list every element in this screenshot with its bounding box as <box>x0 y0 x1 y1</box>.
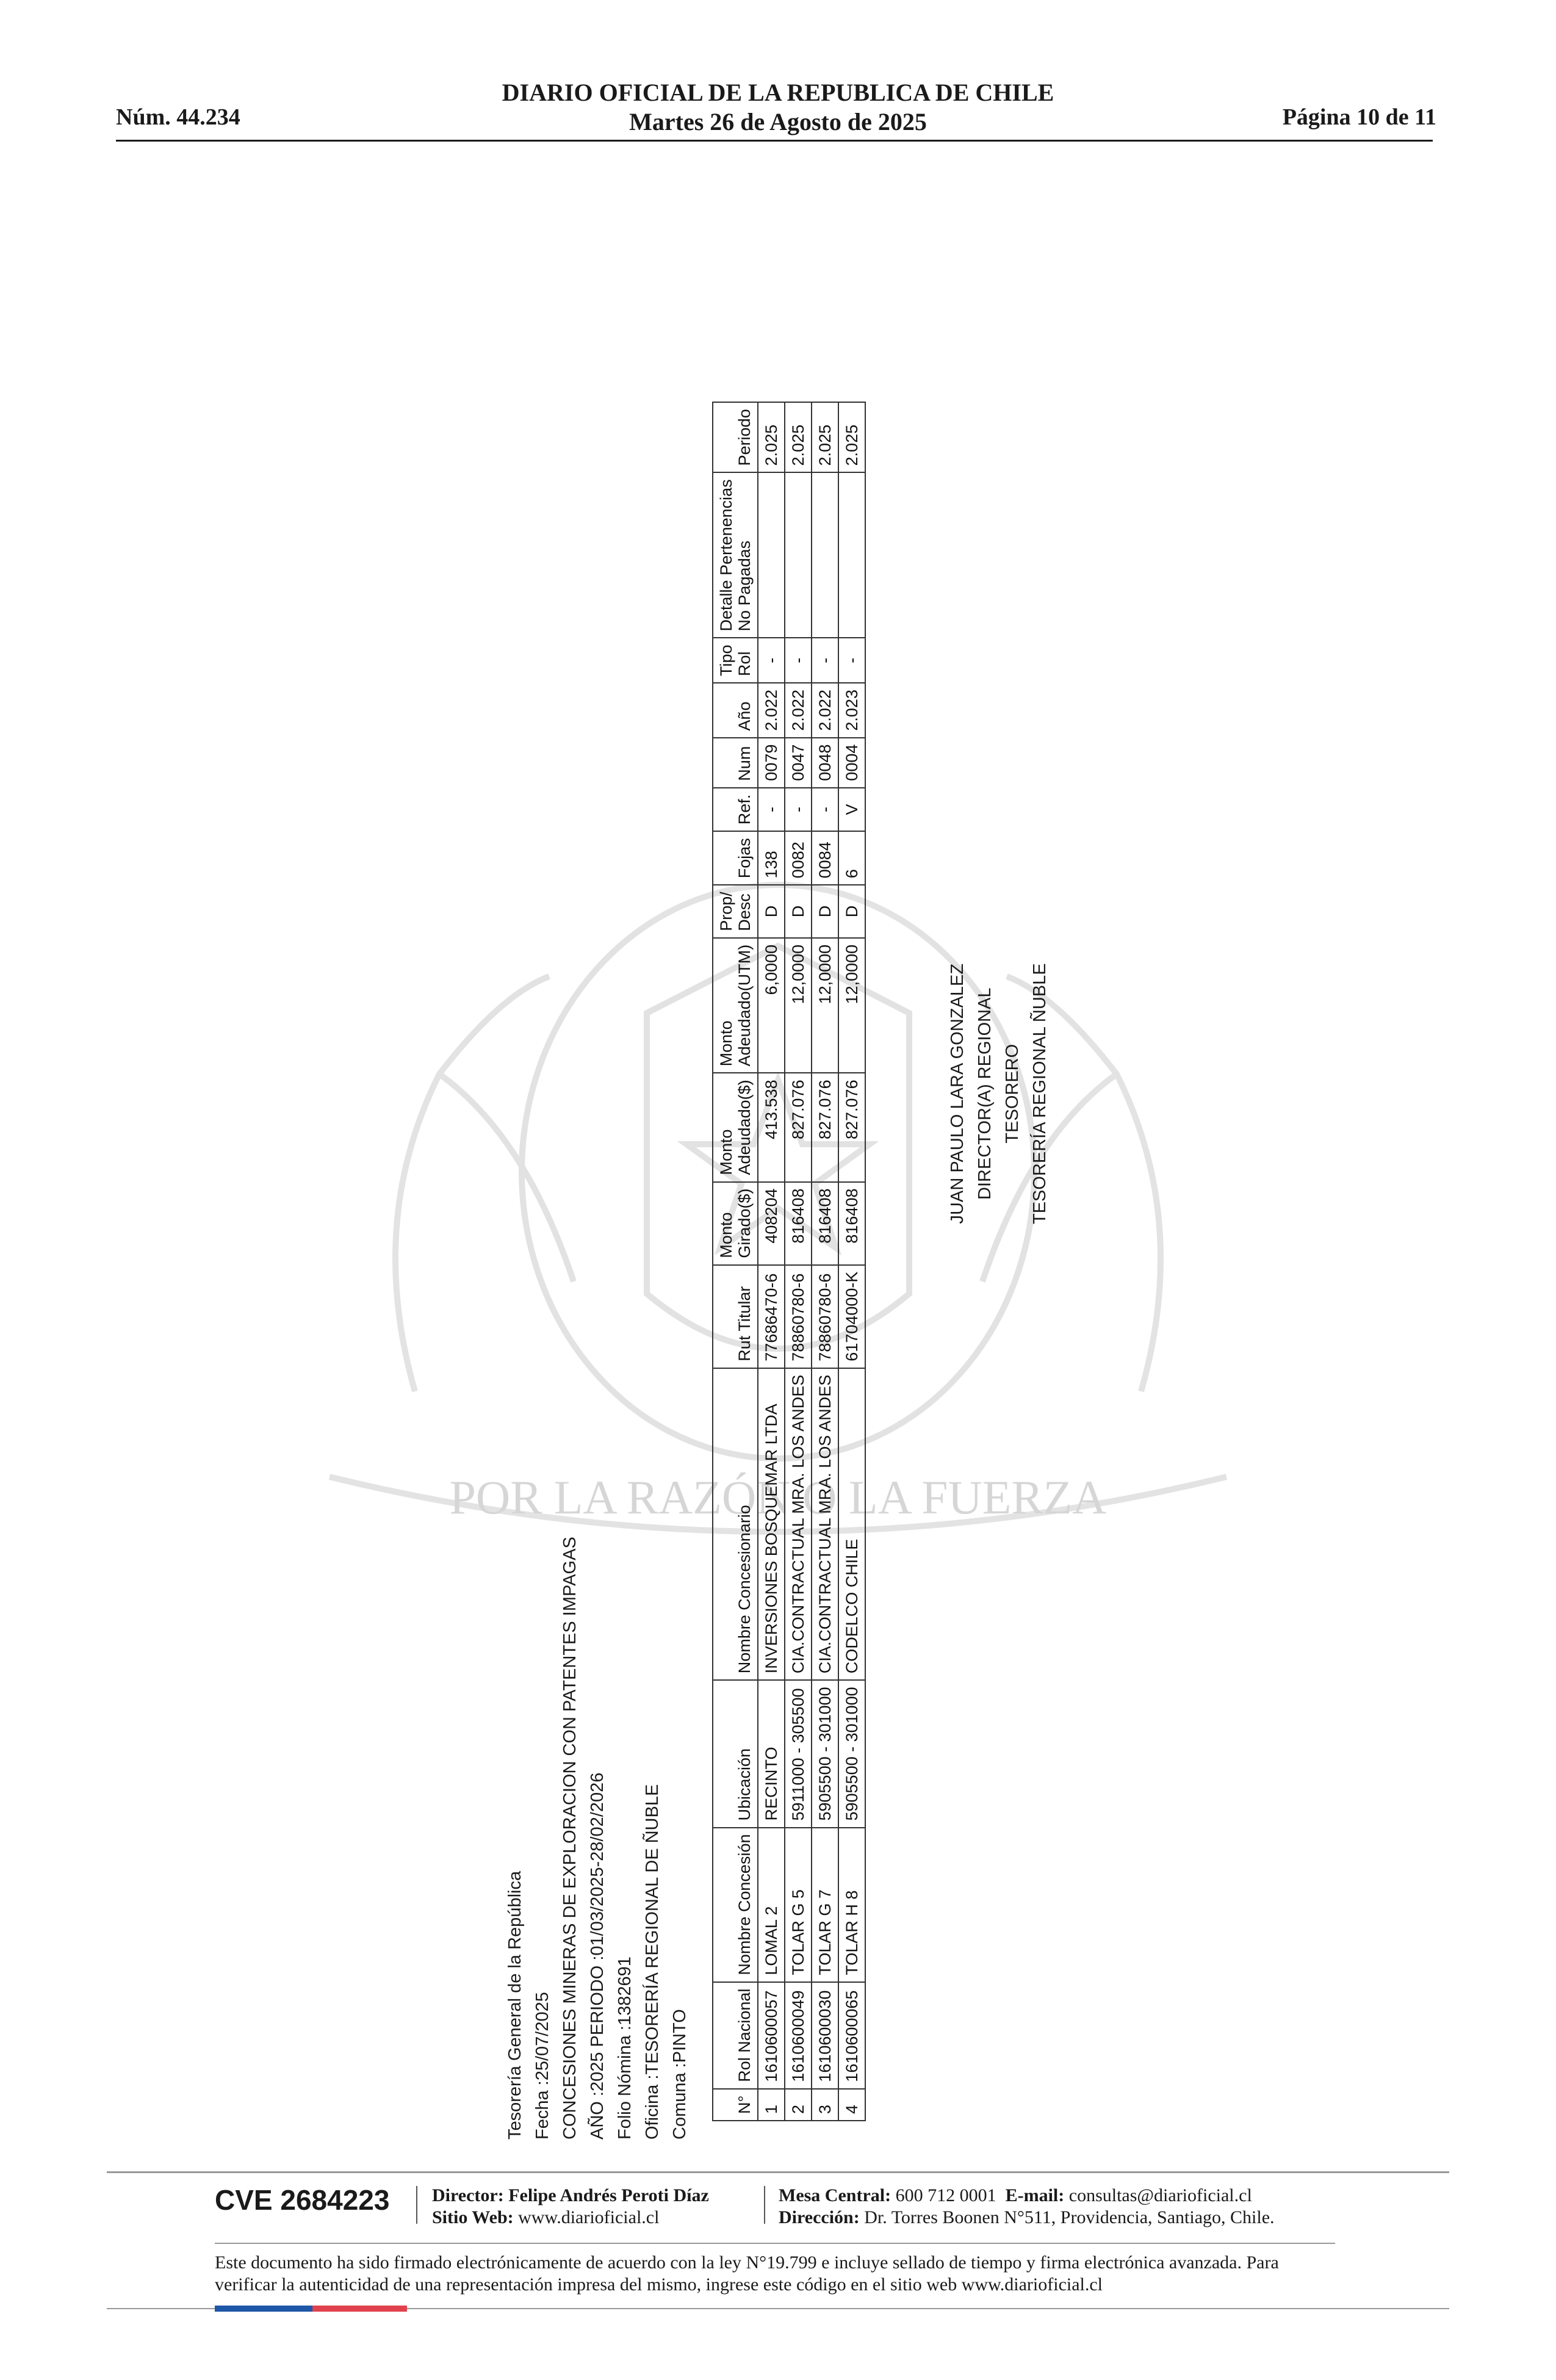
cell-num: 0048 <box>812 738 838 788</box>
col-rol: Rol Nacional <box>713 1982 758 2089</box>
col-girado-l2: Girado($) <box>735 1188 754 1258</box>
cell-girado: 816408 <box>785 1182 812 1265</box>
issue-number: Núm. 44.234 <box>116 104 240 130</box>
cell-rol: 1610600049 <box>785 1982 812 2089</box>
cell-detalle <box>838 472 865 638</box>
col-periodo: Periodo <box>713 402 758 472</box>
cell-girado: 816408 <box>838 1182 865 1265</box>
cell-ref: - <box>758 788 785 832</box>
cell-rol: 1610600030 <box>812 1982 838 2089</box>
cell-detalle <box>812 472 838 638</box>
signatory-title: TESORERO <box>1003 1044 1022 1144</box>
cell-prop: D <box>758 885 785 938</box>
col-nombre-concesion: Nombre Concesión <box>713 1828 758 1982</box>
cell-tipo: - <box>785 638 812 683</box>
cell-anio: 2.022 <box>812 683 838 738</box>
cell-tipo: - <box>758 638 785 683</box>
table-row <box>838 402 865 2121</box>
meta-line-date: Fecha :25/07/2025 <box>533 1992 552 2140</box>
signatory-name: JUAN PAULO LARA GONZALEZ <box>948 963 967 1224</box>
cell-adeudado: 827.076 <box>838 1073 865 1181</box>
site-label: Sitio Web: <box>432 2207 514 2227</box>
col-nombre-concesionario: Nombre Concesionario <box>713 1368 758 1681</box>
cell-prop: D <box>785 885 812 938</box>
meta-line-title: CONCESIONES MINERAS DE EXPLORACION CON PATENTES IMPAGAS <box>560 1537 580 2140</box>
table-header-row <box>713 402 758 2121</box>
cell-anio: 2.022 <box>758 683 785 738</box>
col-adeudado <box>713 1073 758 1181</box>
cell-ref: - <box>812 788 838 832</box>
col-adeudado-utm <box>713 938 758 1073</box>
cell-fojas: 0084 <box>812 831 838 885</box>
footer-rule-top <box>107 2171 1449 2173</box>
cell-adeudado: 827.076 <box>785 1073 812 1181</box>
signature-legal-note: Este documento ha sido firmado electrónicamente de acuerdo con la ley N°19.799 e incluye sellado de tiempo y firma electrónica avanzada. Para verificar la autenticidad de una representación impresa del mismo, ingrese este código en el sitio web www.diarioficial.cl <box>215 2252 1279 2295</box>
mesa-phone: 600 712 0001 <box>895 2185 996 2205</box>
cell-nombre: TOLAR H 8 <box>838 1828 865 1982</box>
cell-n: 3 <box>812 2089 838 2121</box>
col-prop-l2: Desc <box>735 893 754 931</box>
meta-line-office: Oficina :TESORERÍA REGIONAL DE ÑUBLE <box>643 1784 662 2140</box>
cell-ubicacion: 5905500 - 301000 <box>838 1680 865 1827</box>
cell-girado: 816408 <box>812 1182 838 1265</box>
signature-block <box>944 963 1054 1224</box>
col-prop <box>713 885 758 938</box>
col-prop-l1: Prop/ <box>717 892 735 931</box>
col-tipo-rol <box>713 638 758 683</box>
address-value: Dr. Torres Boonen N°511, Providencia, Santiago, Chile. <box>864 2207 1275 2227</box>
cell-ubicacion: RECINTO <box>758 1680 785 1827</box>
cell-utm: 6,0000 <box>758 938 785 1073</box>
site-link[interactable]: www.diarioficial.cl <box>518 2207 660 2227</box>
cell-periodo: 2.025 <box>838 402 865 472</box>
cell-detalle <box>785 472 812 638</box>
cell-anio: 2.022 <box>785 683 812 738</box>
watermark-motto: POR LA RAZÓN O LA FUERZA <box>449 1471 1107 1524</box>
director-label: Director: <box>432 2185 504 2205</box>
cve-code: CVE 2684223 <box>215 2184 390 2216</box>
cell-num: 0004 <box>838 738 865 788</box>
footer-rule-mid <box>215 2243 1335 2244</box>
flag-bar-blue <box>215 2306 312 2312</box>
cell-nombre: LOMAL 2 <box>758 1828 785 1982</box>
col-girado-l1: Monto <box>717 1212 735 1258</box>
cell-fojas: 6 <box>838 831 865 885</box>
cell-n: 1 <box>758 2089 785 2121</box>
header-rule <box>116 140 1433 142</box>
email-link[interactable]: consultas@diarioficial.cl <box>1068 2185 1252 2205</box>
cell-ref: V <box>838 788 865 832</box>
footer-separator <box>416 2186 417 2224</box>
flag-bar-red <box>312 2306 407 2312</box>
cell-rut: 78860780-6 <box>812 1265 838 1368</box>
masthead-date: Martes 26 de Agosto de 2025 <box>629 108 927 135</box>
col-detalle-l2: No Pagadas <box>735 540 754 632</box>
mesa-line <box>779 2185 1275 2207</box>
meta-line-treasury: Tesorería General de la República <box>505 1870 525 2140</box>
col-num: Num <box>713 738 758 788</box>
cell-periodo: 2.025 <box>812 402 838 472</box>
col-adeudado-l1: Monto <box>717 1129 735 1175</box>
rotated-content <box>502 187 1478 2140</box>
cell-prop: D <box>838 885 865 938</box>
cell-concesionario: CIA.CONTRACTUAL MRA. LOS ANDES <box>785 1368 812 1681</box>
cell-fojas: 0082 <box>785 831 812 885</box>
col-anio: Año <box>713 683 758 738</box>
footer-director-block <box>432 2185 709 2229</box>
footer-contact-block <box>779 2185 1275 2229</box>
col-adeudado-l2: Adeudado($) <box>735 1080 754 1175</box>
cell-prop: D <box>812 885 838 938</box>
director-line <box>432 2185 709 2207</box>
cell-rut: 77686470-6 <box>758 1265 785 1368</box>
cell-adeudado: 827.076 <box>812 1073 838 1181</box>
cell-ref: - <box>785 788 812 832</box>
table-row <box>785 402 812 2121</box>
col-tipo-l2: Rol <box>735 651 754 677</box>
cell-rol: 1610600057 <box>758 1982 785 2089</box>
cell-utm: 12,0000 <box>785 938 812 1073</box>
signatory-office: TESORERÍA REGIONAL ÑUBLE <box>1030 963 1050 1224</box>
col-tipo-l1: Tipo <box>717 644 735 677</box>
col-n: N° <box>713 2089 758 2121</box>
cell-adeudado: 413.538 <box>758 1073 785 1181</box>
email-label: E-mail: <box>1005 2185 1065 2205</box>
col-utm-l1: Monto <box>717 1020 735 1067</box>
meta-line-year: AÑO :2025 PERIODO :01/03/2025-28/02/2026 <box>588 1772 607 2140</box>
signatory-role: DIRECTOR(A) REGIONAL <box>975 987 995 1200</box>
list-header <box>502 1537 694 2140</box>
cell-anio: 2.023 <box>838 683 865 738</box>
cell-num: 0079 <box>758 738 785 788</box>
col-ref: Ref. <box>713 788 758 832</box>
cell-detalle <box>758 472 785 638</box>
cell-nombre: TOLAR G 5 <box>785 1828 812 1982</box>
cell-rut: 61704000-K <box>838 1265 865 1368</box>
mesa-label: Mesa Central: <box>779 2185 891 2205</box>
cell-tipo: - <box>812 638 838 683</box>
col-girado <box>713 1182 758 1265</box>
meta-line-commune: Comuna :PINTO <box>670 2009 690 2140</box>
cell-n: 2 <box>785 2089 812 2121</box>
cell-ubicacion: 5905500 - 301000 <box>812 1680 838 1827</box>
cell-rut: 78860780-6 <box>785 1265 812 1368</box>
meta-line-folio: Folio Nómina :1382691 <box>615 1956 635 2140</box>
cell-utm: 12,0000 <box>812 938 838 1073</box>
cell-concesionario: INVERSIONES BOSQUEMAR LTDA <box>758 1368 785 1681</box>
director-name: Felipe Andrés Peroti Díaz <box>508 2185 709 2205</box>
cell-tipo: - <box>838 638 865 683</box>
cell-concesionario: CODELCO CHILE <box>838 1368 865 1681</box>
cell-ubicacion: 5911000 - 305500 <box>785 1680 812 1827</box>
cell-girado: 408204 <box>758 1182 785 1265</box>
cell-periodo: 2.025 <box>785 402 812 472</box>
masthead-title: DIARIO OFICIAL DE LA REPUBLICA DE CHILE <box>502 79 1054 106</box>
col-utm-l2: Adeudado(UTM) <box>735 944 754 1067</box>
table-row <box>758 402 785 2121</box>
page-indicator: Página 10 de 11 <box>1282 104 1436 130</box>
col-rut: Rut Titular <box>713 1265 758 1368</box>
cell-num: 0047 <box>785 738 812 788</box>
site-line <box>432 2207 709 2229</box>
address-label: Dirección: <box>779 2207 860 2227</box>
cell-periodo: 2.025 <box>758 402 785 472</box>
footer-separator <box>764 2186 765 2224</box>
cell-rol: 1610600065 <box>838 1982 865 2089</box>
col-fojas: Fojas <box>713 831 758 885</box>
cell-concesionario: CIA.CONTRACTUAL MRA. LOS ANDES <box>812 1368 838 1681</box>
cell-fojas: 138 <box>758 831 785 885</box>
cell-n: 4 <box>838 2089 865 2121</box>
cell-nombre: TOLAR G 7 <box>812 1828 838 1982</box>
table-row <box>812 402 838 2121</box>
col-detalle <box>713 472 758 638</box>
unpaid-patents-table <box>712 402 866 2121</box>
col-detalle-l1: Detalle Pertenencias <box>717 479 735 632</box>
col-ubicacion: Ubicación <box>713 1680 758 1827</box>
cell-utm: 12,0000 <box>838 938 865 1073</box>
address-line <box>779 2207 1275 2229</box>
